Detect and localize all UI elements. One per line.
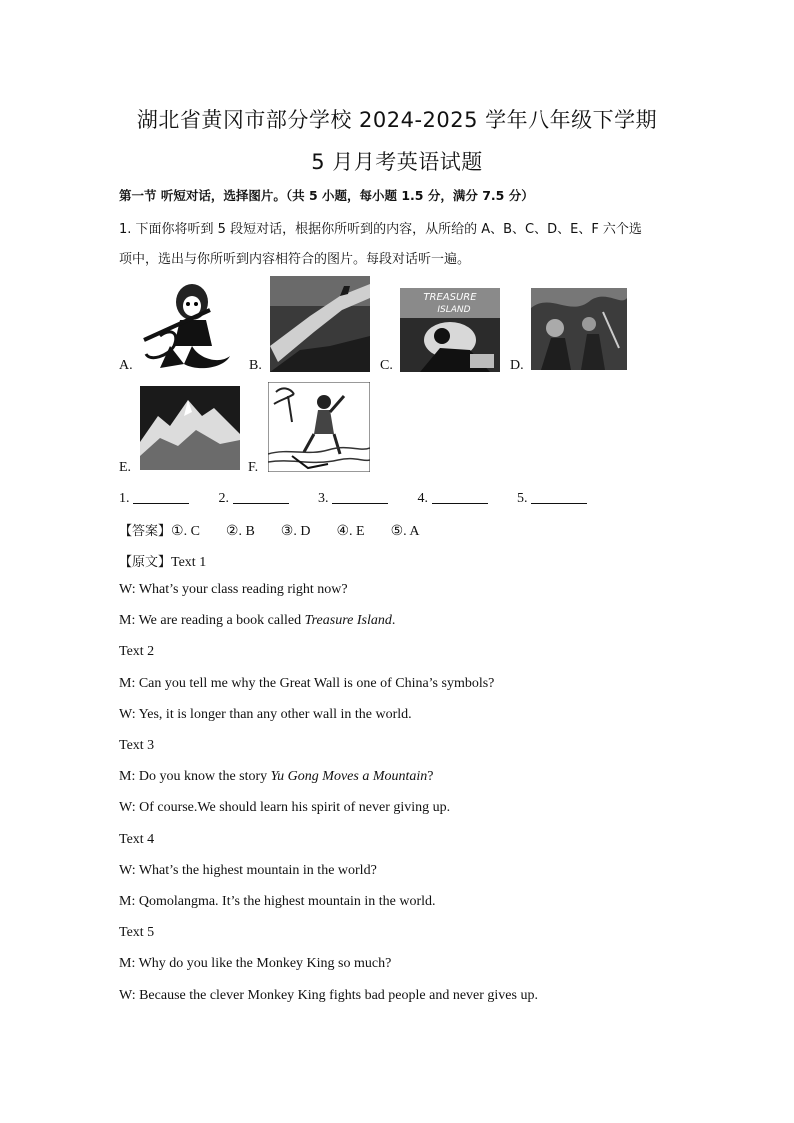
answers-row — [119, 520, 445, 540]
transcript-line: M: Can you tell me why the Great Wall is one of China’s symbols? — [119, 676, 495, 691]
picture-a-monkey-king — [140, 276, 236, 372]
transcript-text-1-heading — [119, 551, 206, 571]
transcript-line-post: ? — [427, 769, 434, 784]
transcript-line: W: What’s the highest mountain in the world? — [119, 863, 377, 878]
blank-field-1[interactable] — [133, 489, 189, 504]
picture-c-title-word-2: ISLAND — [437, 305, 471, 315]
blank-label-5: 5. — [517, 491, 528, 506]
transcript-line: Text 5 — [119, 925, 155, 940]
picture-d-yu-gong — [531, 288, 627, 370]
blank-field-4[interactable] — [432, 489, 488, 504]
story-title-yu-gong: Yu Gong Moves a Mountain — [270, 769, 428, 784]
answer-3: ③. D — [280, 524, 311, 539]
blank-field-2[interactable] — [233, 489, 289, 504]
blank-label-1: 1. — [119, 491, 130, 506]
transcript-line: Text 2 — [119, 644, 155, 659]
option-label-f: F. — [248, 460, 259, 475]
transcript-line: W: Of course.We should learn his spirit of never giving up. — [119, 800, 451, 815]
instruction-line-1: 1. 下面你将听到 5 段短对话，根据你所听到的内容，从所给的 A、B、C、D、E、F 六个选 — [119, 222, 642, 237]
picture-f-castaway — [268, 382, 370, 472]
transcript-line: W: Yes, it is longer than any other wall in the world. — [119, 707, 412, 722]
transcript-line — [119, 613, 395, 629]
picture-b-great-wall — [270, 276, 370, 372]
answer-4: ④. E — [336, 524, 365, 539]
answer-2: ②. B — [225, 524, 255, 539]
answer-blanks-row — [119, 489, 613, 507]
transcript-line-post: . — [391, 613, 396, 628]
title-line-1: 湖北省黄冈市部分学校 2024-2025 学年八年级下学期 — [136, 108, 658, 132]
answer-label: 【答案】 — [119, 524, 172, 539]
transcript-line: Text 3 — [119, 738, 155, 753]
transcript-line: Text 4 — [119, 832, 155, 847]
blank-label-4: 4. — [417, 491, 428, 506]
title-line-2: 5 月月考英语试题 — [311, 150, 483, 174]
transcript-line: M: Qomolangma. It’s the highest mountain in the world. — [119, 894, 436, 909]
answer-5: ⑤. A — [390, 524, 420, 539]
section-heading: 第一节 听短对话，选择图片。（共 5 小题，每小题 1.5 分，满分 7.5 分） — [119, 188, 534, 203]
transcript-line — [119, 769, 433, 785]
transcript-line-pre: M: We are reading a book called — [119, 613, 305, 628]
picture-c-treasure-island — [400, 288, 500, 372]
transcript-line: M: Why do you like the Monkey King so much? — [119, 956, 392, 971]
picture-e-mountain — [140, 386, 240, 470]
transcript-line: W: Because the clever Monkey King fights bad people and never gives up. — [119, 988, 538, 1003]
transcript-line: W: What’s your class reading right now? — [119, 582, 348, 597]
picture-c-title-word-1: TREASURE — [423, 292, 477, 303]
instruction-line-2: 项中，选出与你所听到内容相符合的图片。每段对话听一遍。 — [119, 252, 471, 267]
transcript-line-pre: M: Do you know the story — [119, 769, 271, 784]
transcript-label: 【原文】 — [119, 555, 172, 570]
blank-field-3[interactable] — [332, 489, 388, 504]
blank-label-3: 3. — [318, 491, 329, 506]
option-label-d: D. — [510, 358, 524, 373]
blank-label-2: 2. — [218, 491, 229, 506]
book-title-treasure-island: Treasure Island — [304, 613, 392, 628]
option-label-a: A. — [119, 358, 133, 373]
answer-1: ①. C — [171, 524, 200, 539]
option-label-b: B. — [249, 358, 262, 373]
option-label-c: C. — [380, 358, 393, 373]
option-label-e: E. — [119, 460, 132, 475]
transcript-line: Text 1 — [171, 555, 207, 570]
blank-field-5[interactable] — [531, 489, 587, 504]
